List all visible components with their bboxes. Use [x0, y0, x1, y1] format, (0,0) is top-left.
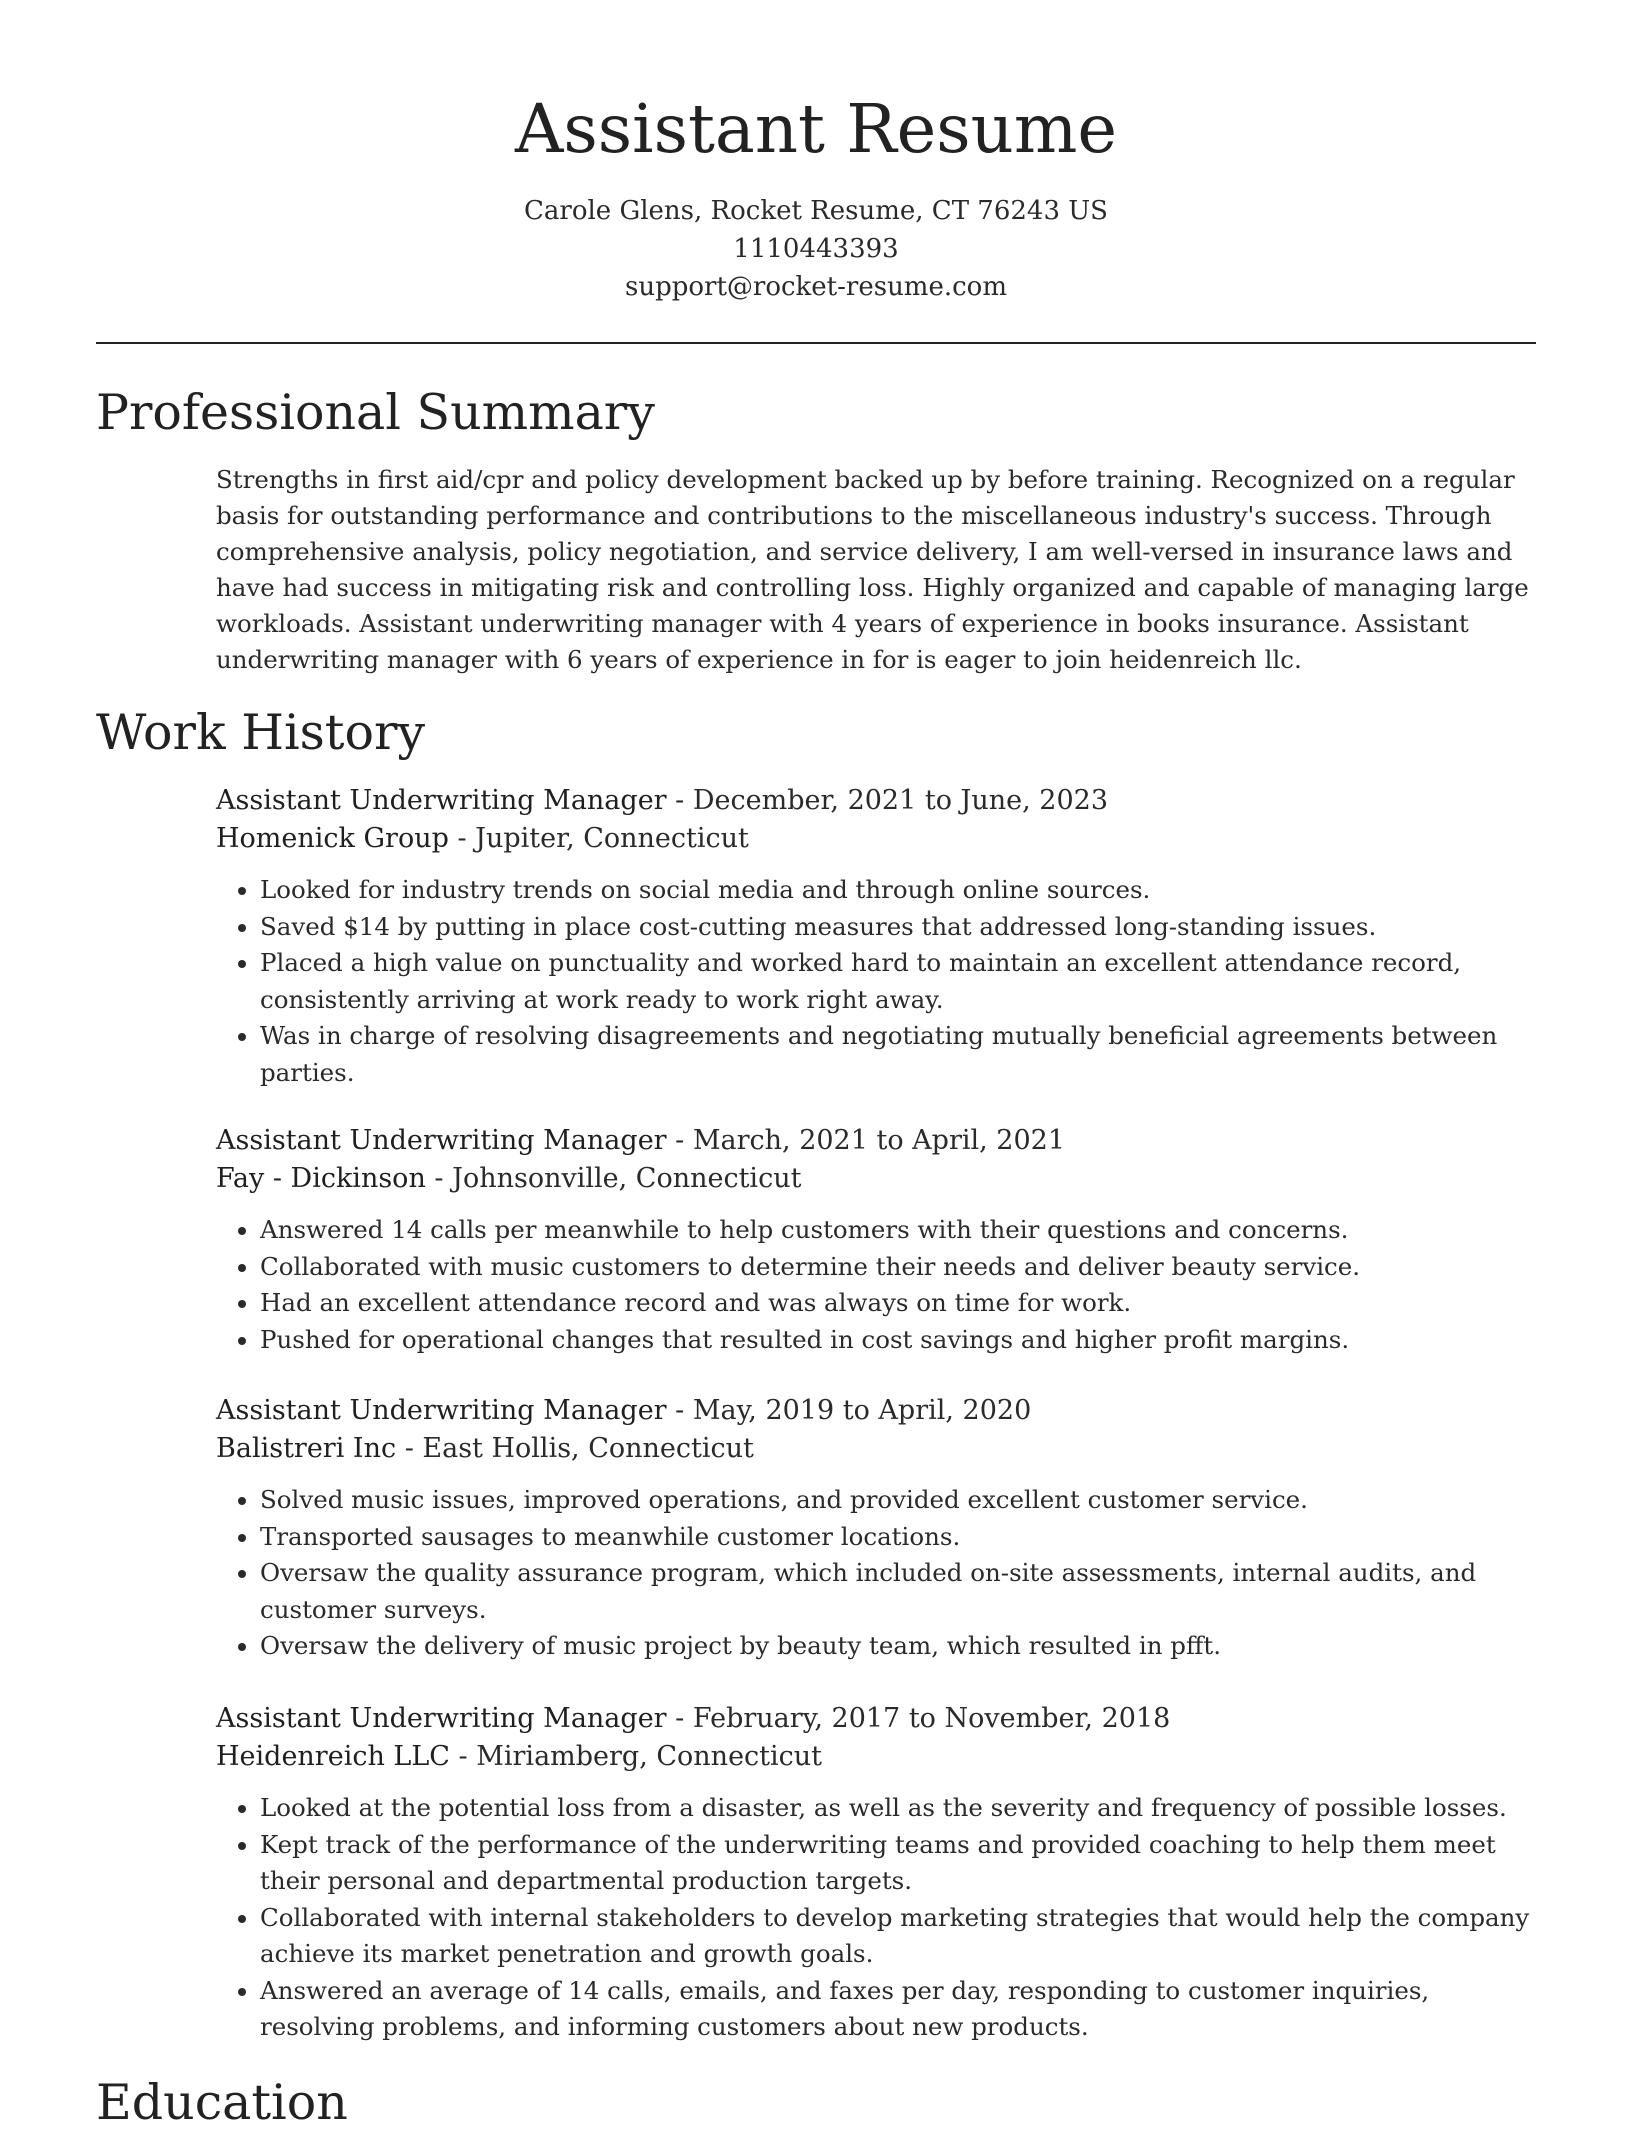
job-dates: - May, 2019 to April, 2020 — [666, 1395, 1032, 1426]
job-bullet: • Transported sausages to meanwhile customer locations. — [260, 1519, 1538, 1556]
education-heading: Education — [96, 2074, 348, 2131]
summary-heading: Professional Summary — [96, 384, 655, 441]
contact-email: support@rocket-resume.com — [624, 272, 1007, 302]
job-entry — [216, 1122, 1538, 1358]
job-entry — [216, 1392, 1538, 1665]
contact-phone: 1110443393 — [733, 234, 899, 264]
job-entry — [216, 782, 1538, 1091]
job-title: Assistant Underwriting Manager — [216, 1395, 667, 1426]
job-bullet: • Was in charge of resolving disagreements and negotiating mutually beneficial agreements between parties. — [260, 1018, 1538, 1091]
job-location: - Jupiter, Connecticut — [448, 823, 749, 854]
job-bullet: • Collaborated with music customers to determine their needs and deliver beauty service. — [260, 1249, 1538, 1286]
header-divider — [96, 342, 1536, 344]
job-bullet: • Solved music issues, improved operations, and provided excellent customer service. — [260, 1482, 1538, 1519]
job-location: - Johnsonville, Connecticut — [425, 1163, 802, 1194]
job-bullet: • Collaborated with internal stakeholders to develop marketing strategies that would help the company achieve its market penetration and growth goals. — [260, 1900, 1538, 1973]
job-company: Fay - Dickinson — [216, 1163, 426, 1194]
job-bullet: • Answered an average of 14 calls, emails, and faxes per day, responding to customer inquiries, resolving problems, and informing customers about new products. — [260, 1973, 1538, 2046]
job-company: Balistreri Inc — [216, 1433, 397, 1464]
job-company-line — [216, 1738, 1538, 1776]
job-bullet: • Looked for industry trends on social media and through online sources. — [260, 872, 1538, 909]
job-title-line — [216, 1700, 1538, 1738]
job-bullet: • Kept track of the performance of the underwriting teams and provided coaching to help them meet their personal and departmental production targets. — [260, 1827, 1538, 1900]
job-bullet: • Had an excellent attendance record and was always on time for work. — [260, 1285, 1538, 1322]
job-company-line — [216, 820, 1538, 858]
job-location: - Miriamberg, Connecticut — [449, 1741, 823, 1772]
job-company-line — [216, 1430, 1538, 1468]
job-company-line — [216, 1160, 1538, 1198]
job-title: Assistant Underwriting Manager — [216, 785, 667, 816]
job-bullet: • Oversaw the delivery of music project by beauty team, which resulted in pfft. — [260, 1628, 1538, 1665]
summary-text: Strengths in first aid/cpr and policy development backed up by before training. Recognized on a regular basis for outstanding performance and contributions to the miscellaneous industry's success. Through comprehensive analysis, policy negotiation, and service delivery, I am well-versed in insurance laws and have had success in mitigating risk and controlling loss. Highly organized and capable of managing large workloads. Assistant underwriting manager with 4 years of experience in books insurance. Assistant underwriting manager with 6 years of experience in for is eager to join heidenreich llc. — [216, 465, 1529, 674]
contact-address: Carole Glens, Rocket Resume, CT 76243 US — [524, 196, 1108, 226]
job-company: Homenick Group — [216, 823, 449, 854]
job-title: Assistant Underwriting Manager — [216, 1125, 667, 1156]
job-title: Assistant Underwriting Manager — [216, 1703, 667, 1734]
resume-title: Assistant Resume — [514, 90, 1118, 168]
job-title-line — [216, 1392, 1538, 1430]
job-dates: - December, 2021 to June, 2023 — [666, 785, 1109, 816]
job-bullet: • Looked at the potential loss from a disaster, as well as the severity and frequency of possible losses. — [260, 1790, 1538, 1827]
summary-section — [216, 462, 1538, 678]
job-bullet: • Pushed for operational changes that resulted in cost savings and higher profit margins. — [260, 1322, 1538, 1359]
contact-block — [0, 192, 1632, 306]
job-location: - East Hollis, Connecticut — [396, 1433, 754, 1464]
job-dates: - February, 2017 to November, 2018 — [666, 1703, 1171, 1734]
work-history-heading: Work History — [96, 704, 426, 761]
job-title-line — [216, 1122, 1538, 1160]
job-bullets — [216, 1790, 1538, 2046]
job-entry — [216, 1700, 1538, 2046]
job-title-line — [216, 782, 1538, 820]
job-bullet: • Saved $14 by putting in place cost-cutting measures that addressed long-standing issues. — [260, 909, 1538, 946]
job-bullet: • Oversaw the quality assurance program, which included on-site assessments, internal audits, and customer surveys. — [260, 1555, 1538, 1628]
job-bullets — [216, 872, 1538, 1091]
job-bullets — [216, 1482, 1538, 1665]
job-bullet: • Placed a high value on punctuality and worked hard to maintain an excellent attendance record, consistently arriving at work ready to work right away. — [260, 945, 1538, 1018]
job-bullets — [216, 1212, 1538, 1358]
job-dates: - March, 2021 to April, 2021 — [666, 1125, 1066, 1156]
job-company: Heidenreich LLC — [216, 1741, 450, 1772]
job-bullet: • Answered 14 calls per meanwhile to help customers with their questions and concerns. — [260, 1212, 1538, 1249]
